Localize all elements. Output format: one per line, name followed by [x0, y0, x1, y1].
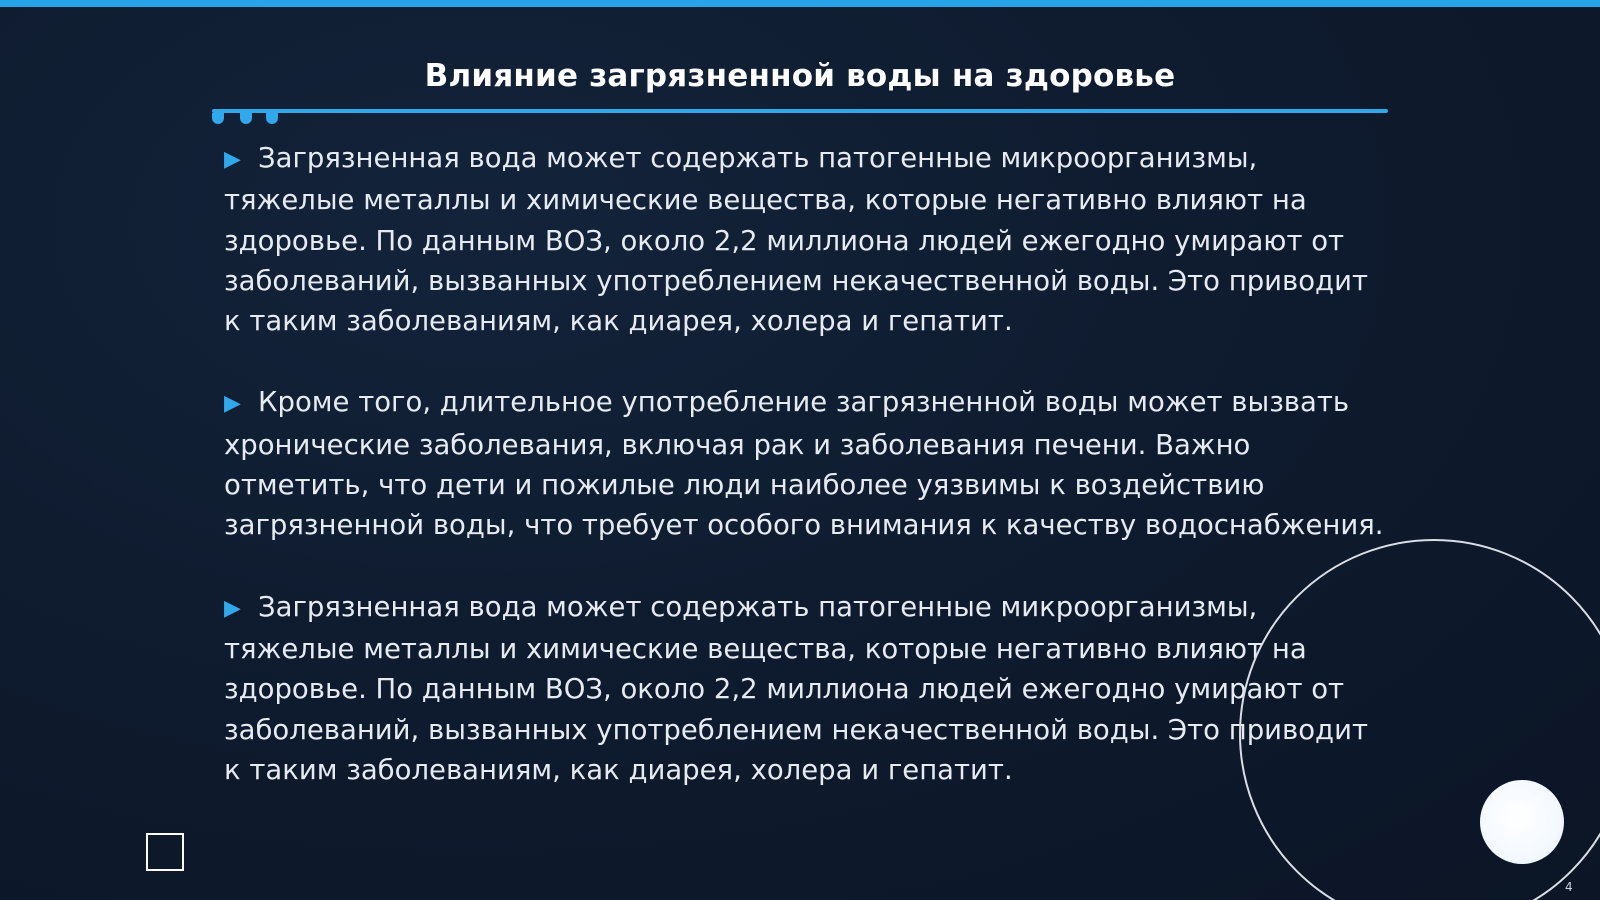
decorative-disc — [1480, 780, 1564, 864]
page-number: 4 — [1565, 880, 1573, 894]
decorative-square — [146, 833, 184, 871]
bullet-item — [224, 587, 1384, 790]
bullet-text: Загрязненная вода может содержать патогенные микроорганизмы, тяжелые металлы и химические вещества, которые негативно влияют на здоровье. По данным ВОЗ, около 2,2 миллиона людей ежегодно умирают от заболеваний, вызванных употреблением некачественной воды. Это приводит к таким заболеваниям, как диарея, холера и гепатит. — [224, 142, 1368, 338]
bullet-text: Загрязненная вода может содержать патогенные микроорганизмы, тяжелые металлы и химические вещества, которые негативно влияют на здоровье. По данным ВОЗ, около 2,2 миллиона людей ежегодно умирают от заболеваний, вызванных употреблением некачественной воды. Это приводит к таким заболеваниям, как диарея, холера и гепатит. — [224, 590, 1368, 786]
bullet-list — [224, 138, 1384, 831]
triangle-bullet-icon: ▶ — [224, 595, 241, 621]
bullet-text: Кроме того, длительное употребление загрязненной воды может вызвать хронические заболевания, включая рак и заболевания печени. Важно отметить, что дети и пожилые люди наиболее уязвимы к воздействию загрязненной воды, что требует особого внимания к качеству водоснабжения. — [224, 386, 1384, 542]
triangle-bullet-icon: ▶ — [224, 147, 241, 172]
bullet-item — [224, 138, 1384, 341]
top-accent-bar — [0, 0, 1600, 7]
slide-title: Влияние загрязненной воды на здоровье — [424, 58, 1176, 94]
decorative-dot — [212, 113, 224, 124]
decorative-dot — [266, 113, 278, 124]
bullet-item — [224, 382, 1384, 545]
triangle-bullet-icon: ▶ — [224, 391, 241, 417]
title-underline — [212, 109, 1388, 113]
decorative-dot — [240, 113, 252, 124]
